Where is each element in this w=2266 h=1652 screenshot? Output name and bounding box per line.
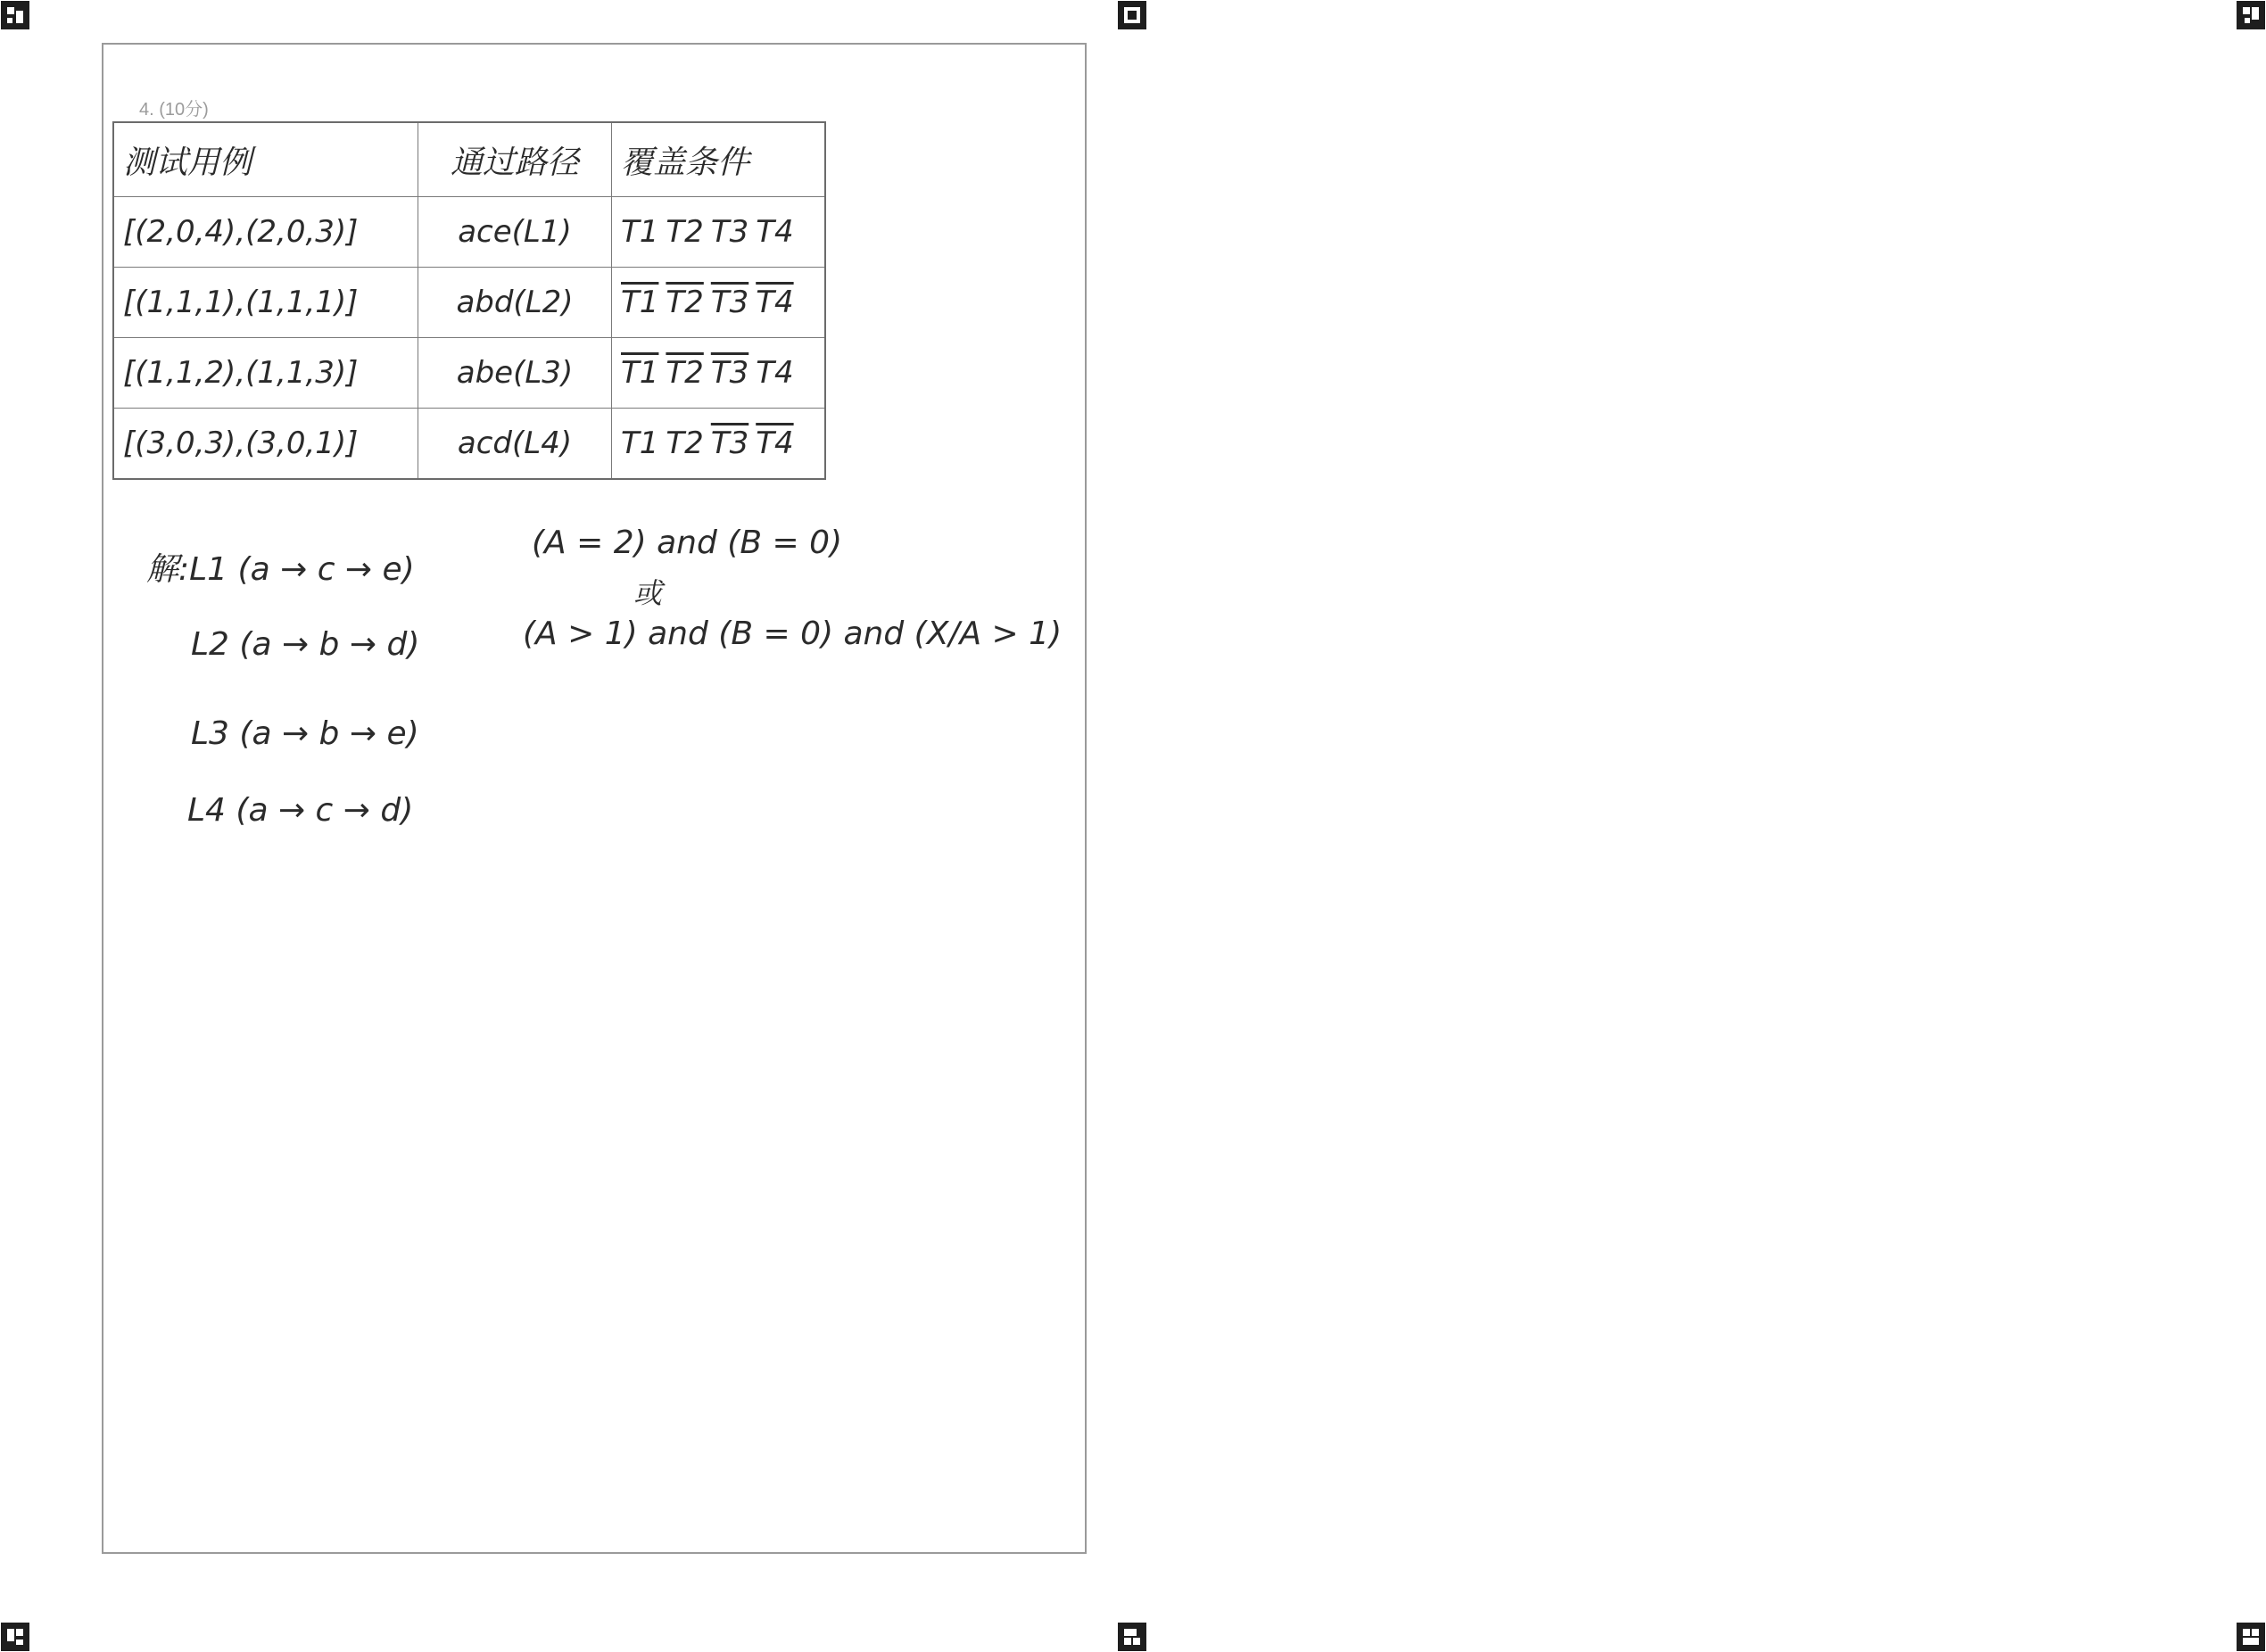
question-label: 4. (10分) [139, 100, 209, 120]
registration-marker-top-center [1117, 0, 1147, 30]
negated-condition-t2: T2 [666, 355, 704, 391]
condition-t3: T3 [710, 214, 749, 250]
path-cell: ace(L1) [418, 197, 612, 268]
table-row [113, 338, 825, 409]
condition-t2: T2 [666, 425, 704, 461]
negated-condition-t1: T1 [621, 285, 659, 320]
test-case-cell: [(1,1,2),(1,1,3)] [113, 338, 418, 409]
negated-condition-t1: T1 [621, 355, 659, 391]
registration-marker-top-right [2236, 0, 2266, 30]
conditions-cell [612, 338, 826, 409]
registration-marker-bottom-center [1117, 1622, 1147, 1652]
solution-line-l2: L2 (a → b → d) [191, 626, 420, 663]
solution-condition-l2: (A > 1) and (B = 0) and (X/A > 1) [523, 615, 1063, 652]
condition-t4: T4 [756, 214, 794, 250]
solution-line-l3: L3 (a → b → e) [191, 715, 419, 752]
table-row [113, 268, 825, 338]
registration-marker-top-left [0, 0, 30, 30]
solution-line-l4: L4 (a → c → d) [187, 792, 414, 829]
condition-t1: T1 [621, 214, 659, 250]
path-cell: acd(L4) [418, 409, 612, 480]
test-case-cell: [(1,1,1),(1,1,1)] [113, 268, 418, 338]
negated-condition-t3: T3 [710, 425, 749, 461]
negated-condition-t3: T3 [710, 285, 749, 320]
path-cell: abd(L2) [418, 268, 612, 338]
negated-condition-t2: T2 [666, 285, 704, 320]
negated-condition-t4: T4 [756, 285, 794, 320]
answer-box [102, 43, 1087, 1554]
registration-marker-bottom-right [2236, 1622, 2266, 1652]
test-case-cell: [(2,0,4),(2,0,3)] [113, 197, 418, 268]
header-conditions: 覆盖条件 [612, 122, 826, 197]
negated-condition-t3: T3 [710, 355, 749, 391]
condition-t2: T2 [666, 214, 704, 250]
solution-line-l1: 解:L1 (a → c → e) [146, 551, 415, 588]
conditions-cell [612, 197, 826, 268]
solution-or-word: 或 [633, 576, 663, 610]
header-test-case: 测试用例 [113, 122, 418, 197]
table-header-row [113, 122, 825, 197]
test-case-cell: [(3,0,3),(3,0,1)] [113, 409, 418, 480]
registration-marker-bottom-left [0, 1622, 30, 1652]
coverage-table [112, 121, 826, 480]
negated-condition-t4: T4 [756, 425, 794, 461]
solution-condition-l1: (A = 2) and (B = 0) [532, 525, 843, 561]
path-cell: abe(L3) [418, 338, 612, 409]
conditions-cell [612, 409, 826, 480]
condition-t1: T1 [621, 425, 659, 461]
condition-t4: T4 [756, 355, 794, 391]
header-path: 通过路径 [418, 122, 612, 197]
table-row [113, 197, 825, 268]
table-row [113, 409, 825, 480]
conditions-cell [612, 268, 826, 338]
